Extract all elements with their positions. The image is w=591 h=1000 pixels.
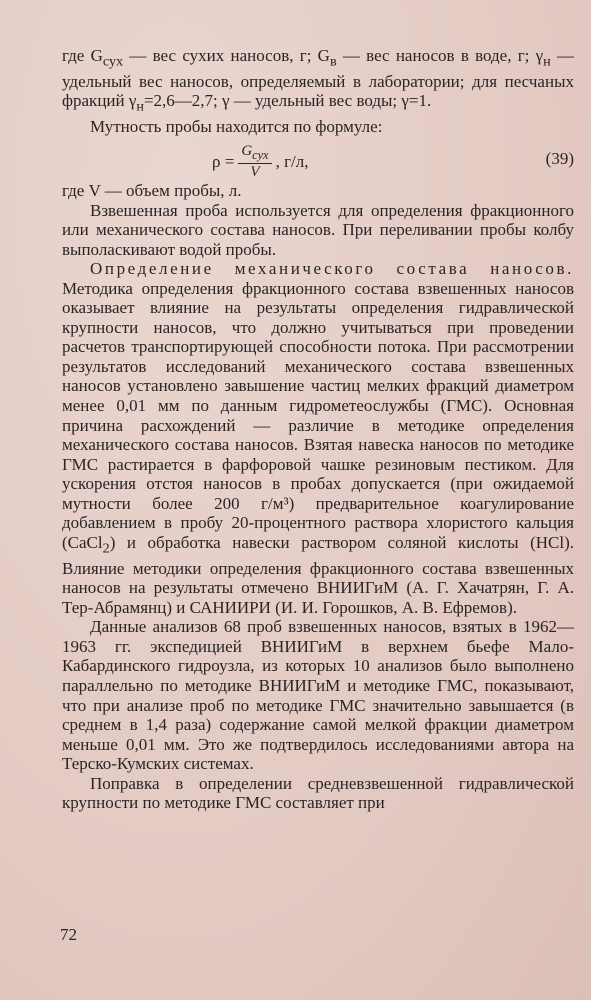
formula-lhs: ρ = — [212, 151, 235, 171]
formula-fraction — [238, 143, 271, 180]
paragraph-volume-legend: где V — объем пробы, л. — [62, 180, 242, 200]
page-text — [62, 46, 574, 813]
paragraph-correction: Поправка в определении средневзвешенной гидравлической крупности по методике ГМС составляет при — [62, 773, 574, 813]
formula-number: (39) — [545, 148, 574, 168]
page-number: 72 — [60, 925, 77, 944]
section-heading-mechanical-composition: Определение механического состава наносов. — [90, 259, 574, 279]
paragraph-analysis-data: Данные анализов 68 проб взвешенных наносов, взятых в 1962—1963 гг. экспедицией ВНИИГиМ в верхнем бьефе Мало-Кабардинского гидроузла, из которых 10 анализов было выполнено параллельно по методике ВНИИГиМ и методике ГМС, показывают, что при анализе проб по методике ГМС значительно завышается (в среднем в 1,4 раза) содержание самой мелкой фракции диаметром меньше 0,01 мм. Это же подтвердилось исследованиями автора на Терско-Кумских системах. — [62, 617, 574, 774]
paragraph-mechanical-composition — [62, 259, 574, 617]
formula-units: , г/л, — [275, 151, 309, 171]
paragraph-legend-weights: где $G_{сух}$ — вес сухих наносов, г; $G_в$ — вес наносов в воде, г; $\gamma_н$ — удельный вес наносов, определяемый в лаборатории; для песчаных фракций $\gamma_н=2,6—2,7$; γ — удельный вес воды; γ=1. — [62, 46, 574, 115]
formula-39 — [62, 139, 574, 181]
formula-denominator: V — [250, 163, 260, 180]
formula-numerator: $G_{сух}$ — [238, 143, 271, 164]
section-body-mechanical-composition: Методика определения фракционного состава взвешенных наносов оказывает влияние на результаты определения гидравлической крупности наносов, что должно учитываться при проведении расчетов транспортирующей способности потока. При рассмотрении результатов исследований механического состава взвешенных наносов установлено завышение частиц мелких фракций диаметром менее 0,01 мм по данным гидрометеослужбы (ГМС). Основная причина расхождений — различие в методике определения механического состава наносов. Взятая навеска наносов по методике ГМС растирается в фарфоровой чашке резиновым пестиком. Для ускорения отстоя наносов в пробах допускается (при ожидаемой мутности более 200 г/м³) предварительное коагулирование добавлением в пробу 20-процентного раствора хлористого кальция (CaCl$_2$) и обработка навески раствором соляной кислоты (HCl). Влияние методики определения фракционного состава взвешенных наносов на результаты отмечено ВНИИГиМ (А. Г. Хачатрян, Г. А. Тер-Абрамянц) и САНИИРИ (И. И. Горошков, А. В. Ефремов). — [62, 278, 574, 617]
paragraph-suspended-sample: Взвешенная проба используется для определения фракционного или механического состава наносов. При переливании пробы колбу выполаскивают водой пробы. — [62, 200, 574, 259]
formula-expression — [212, 143, 309, 180]
paragraph-turbidity-intro: Мутность пробы находится по формуле: — [90, 117, 383, 137]
